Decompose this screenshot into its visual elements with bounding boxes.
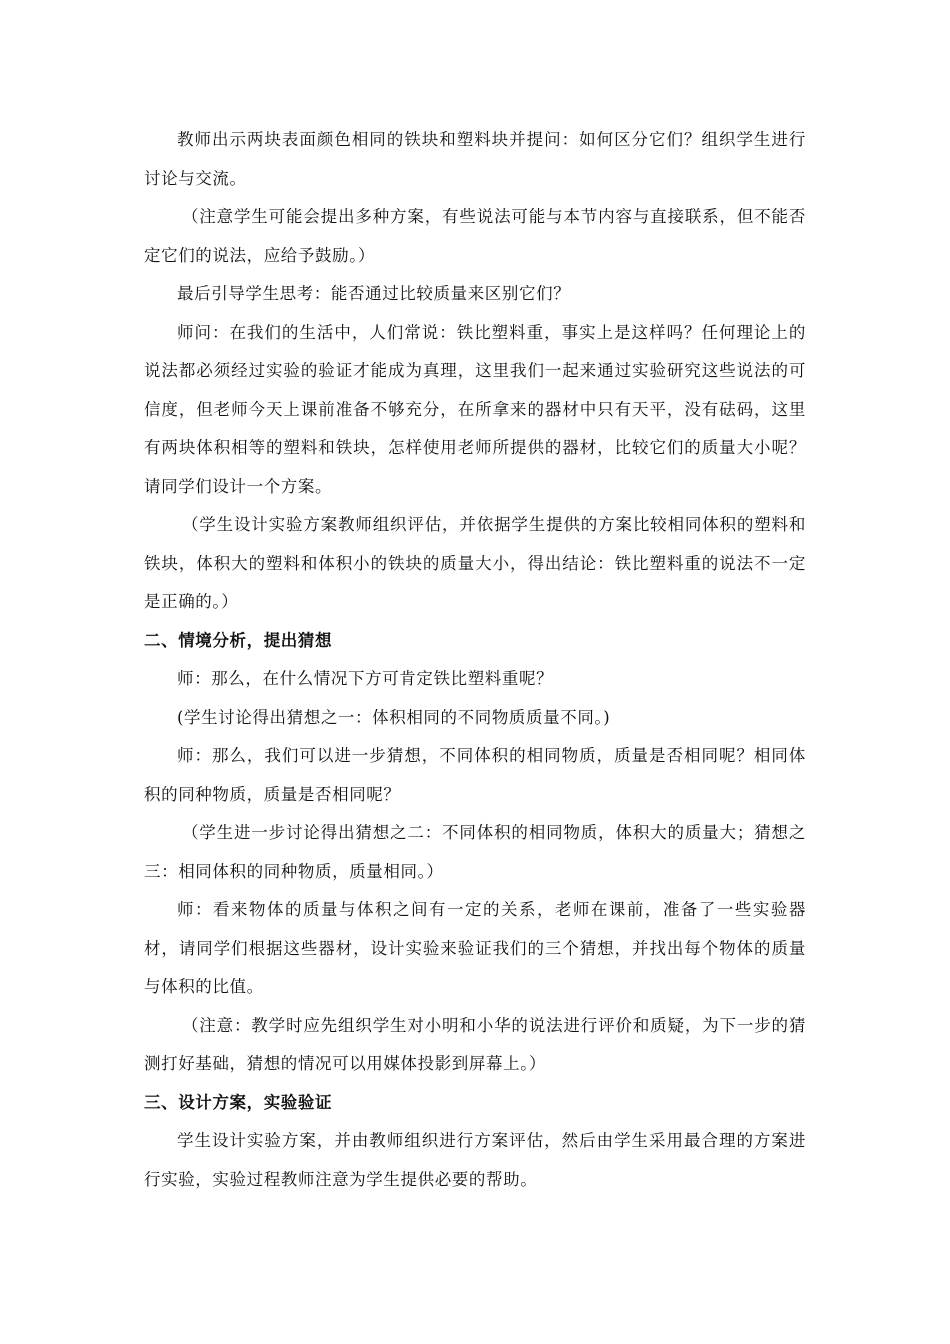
paragraph-hypothesis-1: (学生讨论得出猜想之一：体积相同的不同物质质量不同。) [177,707,611,727]
paragraph-teacher-further: 师：那么，我们可以进一步猜想，不同体积的相同物质，质量是否相同呢？相同体积的同种物质，质量是否相同呢？ [144,746,806,804]
paragraph-note-encourage: （注意学生可能会提出多种方案，有些说法可能与本节内容与直接联系，但不能否定它们的说法，应给予鼓励。） [144,207,806,265]
paragraph-teacher-when: 师：那么，在什么情况下方可肯定铁比塑料重呢？ [177,669,554,688]
paragraph-note-teaching: （注意：教学时应先组织学生对小明和小华的说法进行评价和质疑，为下一步的猜测打好基础，猜想的情况可以用媒体投影到屏幕上。） [144,1015,806,1073]
paragraph-note-evaluation: （学生设计实验方案教师组织评估，并依据学生提供的方案比较相同体积的塑料和铁块，体积大的塑料和体积小的铁块的质量大小，得出结论：铁比塑料重的说法不一定是正确的。） [144,515,806,611]
section-heading-2: 二、情境分析，提出猜想 [144,630,333,650]
section-heading-3: 三、设计方案，实验验证 [144,1092,333,1112]
paragraph-teacher-equipment: 师：看来物体的质量与体积之间有一定的关系，老师在课前，准备了一些实验器材，请同学们根据这些器材，设计实验来验证我们的三个猜想，并找出每个物体的质量与体积的比值。 [144,900,806,996]
paragraph-teacher-shows-blocks: 教师出示两块表面颜色相同的铁块和塑料块并提问：如何区分它们？组织学生进行讨论与交流。 [144,130,806,188]
document-body [144,121,806,1199]
paragraph-teacher-question: 师问：在我们的生活中，人们常说：铁比塑料重，事实上是这样吗？任何理论上的说法都必须经过实验的验证才能成为真理，这里我们一起来通过实验研究这些说法的可信度，但老师今天上课前准备不够充分，在所拿来的器材中只有天平，没有砝码，这里有两块体积相等的塑料和铁块，怎样使用老师所提供的器材，比较它们的质量大小呢？请同学们设计一个方案。 [144,322,806,496]
paragraph-hypothesis-2-3: （学生进一步讨论得出猜想之二：不同体积的相同物质，体积大的质量大；猜想之三：相同体积的同种物质，质量相同。） [144,823,806,881]
paragraph-guide-thinking: 最后引导学生思考：能否通过比较质量来区别它们？ [177,284,571,303]
paragraph-students-design: 学生设计实验方案，并由教师组织进行方案评估，然后由学生采用最合理的方案进行实验，实验过程教师注意为学生提供必要的帮助。 [144,1131,806,1189]
